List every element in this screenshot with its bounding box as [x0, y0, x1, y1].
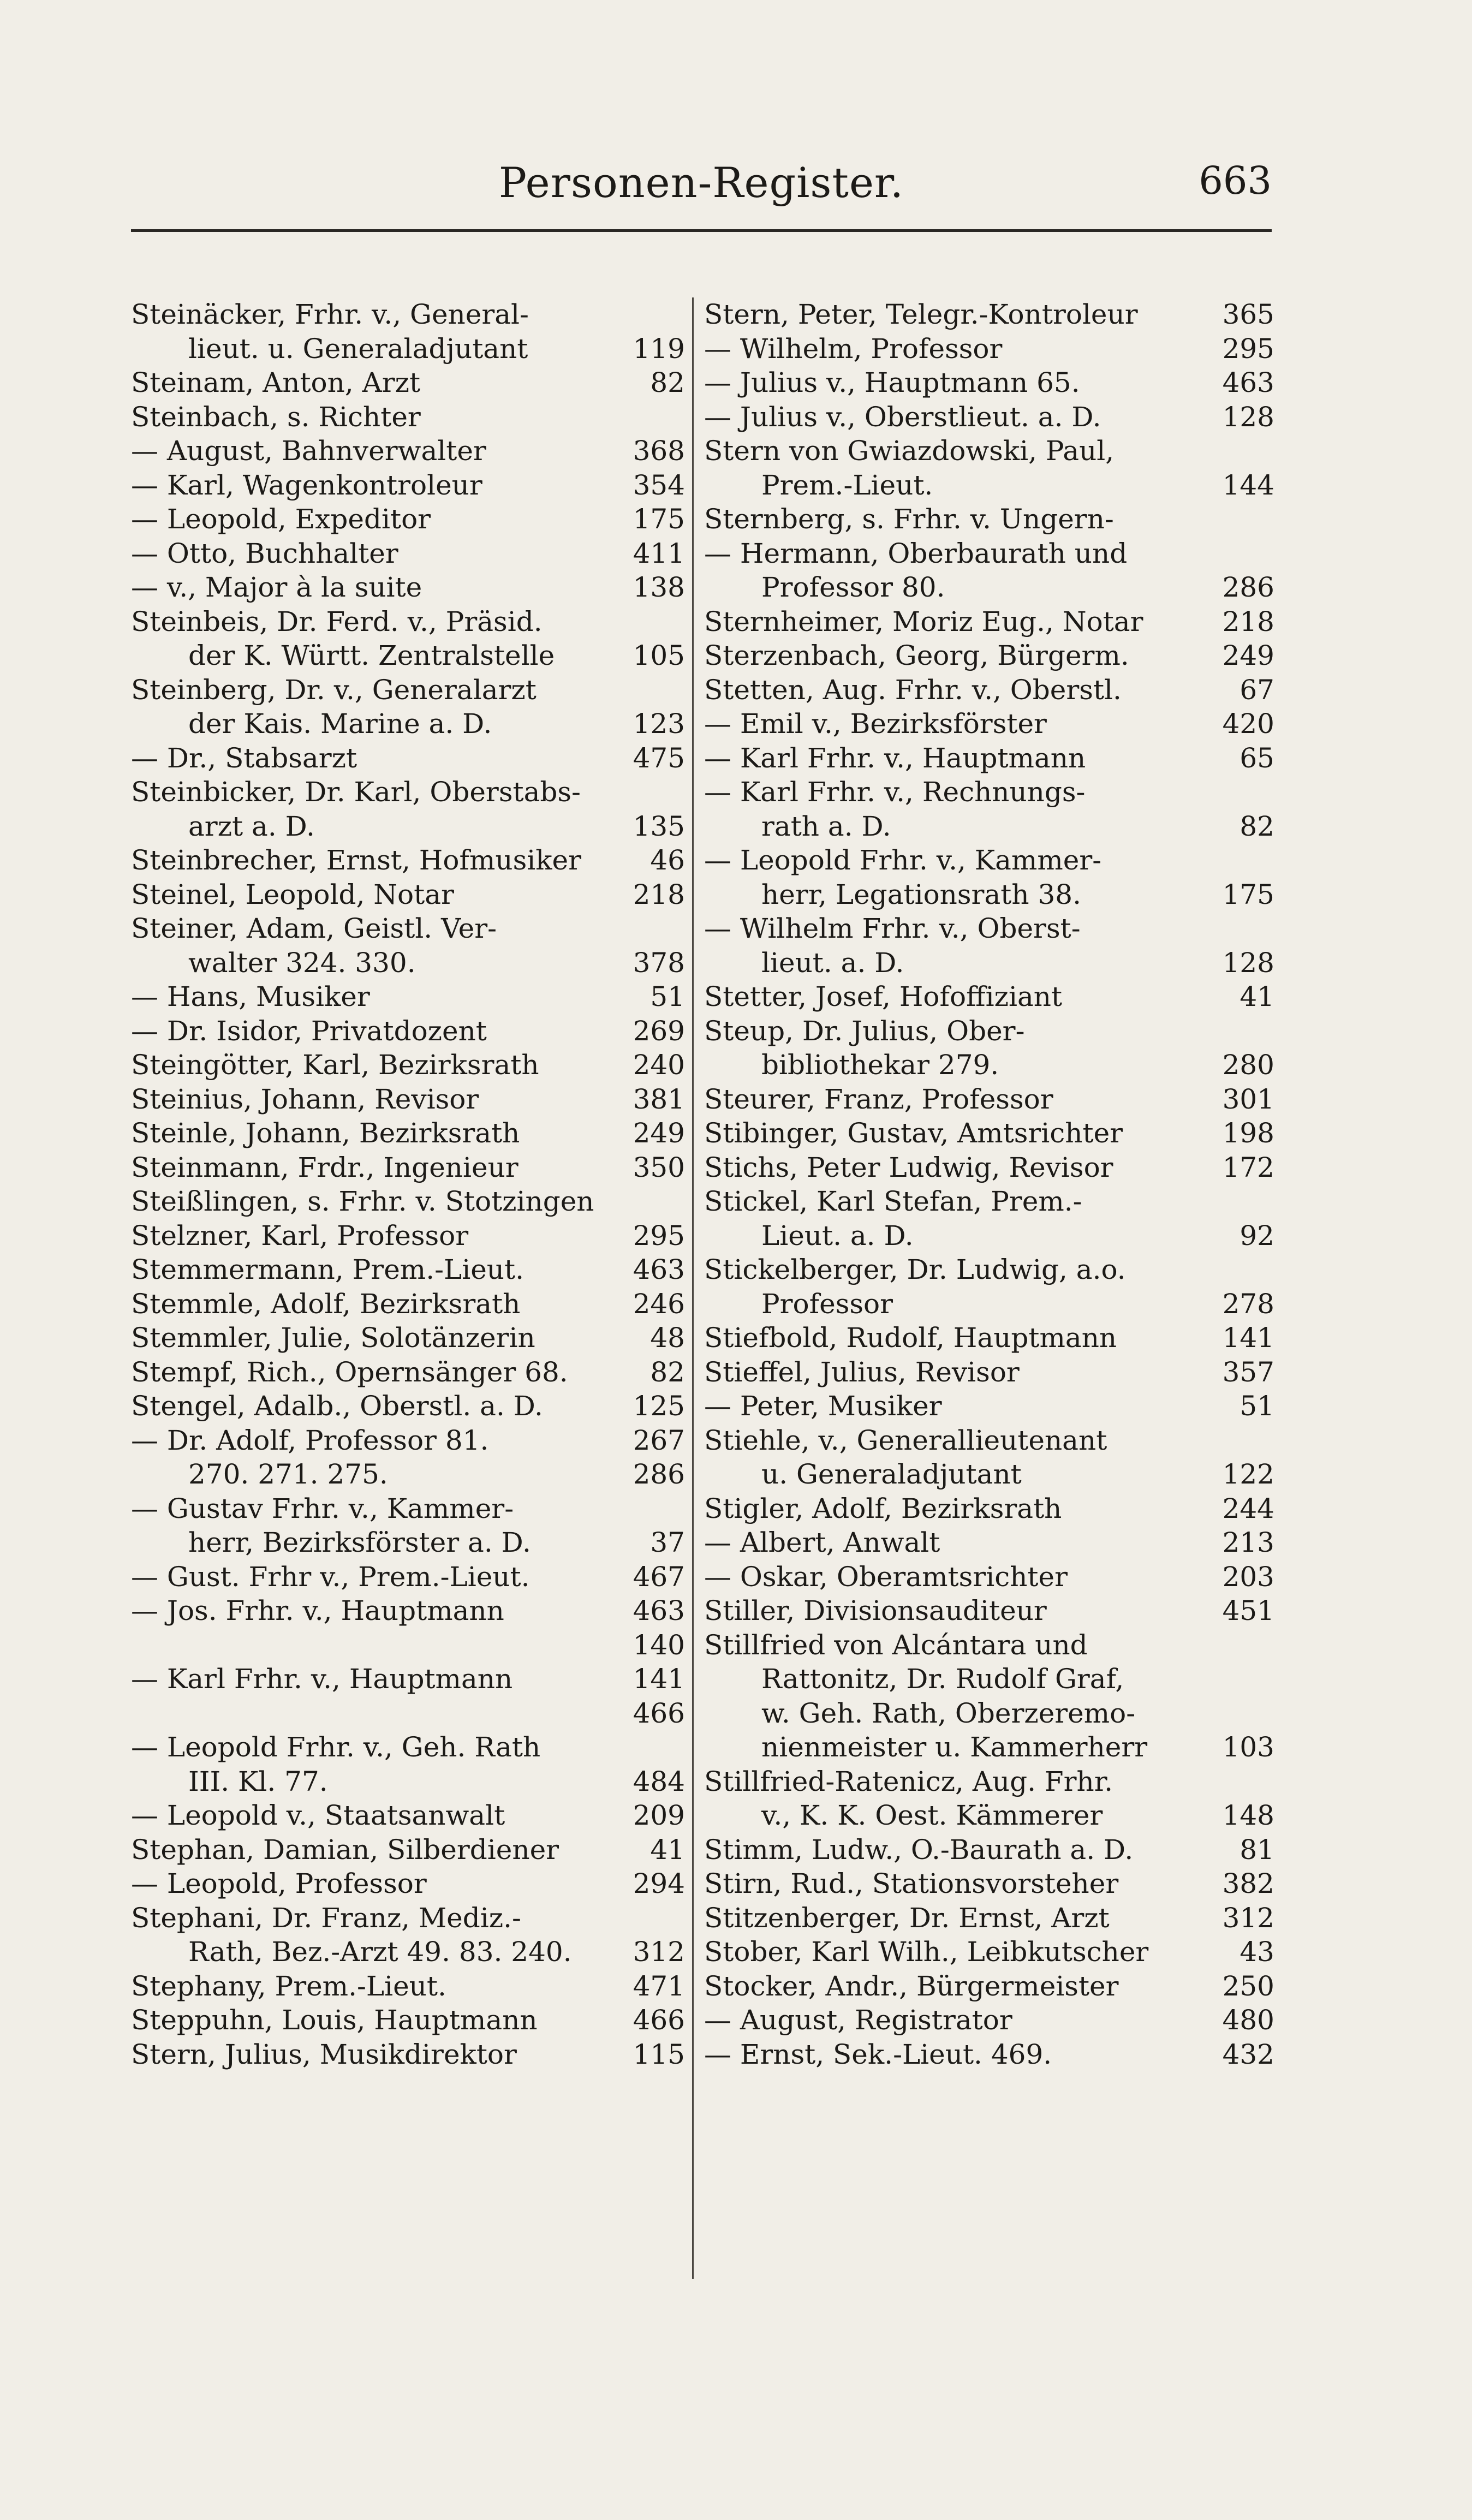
entry-page-ref: 250 [1222, 1970, 1274, 2002]
entry-page-ref: 451 [1222, 1595, 1274, 1627]
entry-page-ref: 48 [650, 1322, 685, 1354]
entry-page-ref: 141 [1222, 1322, 1274, 1354]
register-entry [704, 673, 1274, 707]
register-entry [704, 1253, 1274, 1287]
entry-page-ref: 286 [633, 1458, 685, 1490]
entry-text: v., K. K. Oest. Kämmerer [761, 1800, 1103, 1831]
entry-page-ref: 218 [1222, 605, 1274, 638]
entry-text: Stephani, Dr. Franz, Mediz.- [131, 1902, 521, 1934]
register-entry [131, 1151, 685, 1185]
entry-page-ref: 148 [1222, 1800, 1274, 1831]
entry-page-ref: 484 [633, 1765, 685, 1797]
entry-page-ref: 381 [633, 1083, 685, 1115]
register-entry [131, 1389, 685, 1423]
entry-text: — Gustav Frhr. v., Kammer- [131, 1492, 514, 1524]
entry-text: lieut. a. D. [761, 946, 904, 979]
entry-text: — Jos. Frhr. v., Hauptmann [131, 1595, 504, 1627]
register-entry [131, 502, 685, 537]
register-entry [131, 468, 685, 503]
entry-page-ref: 82 [1239, 810, 1274, 842]
register-entry [704, 1082, 1274, 1117]
entry-text: Sterzenbach, Georg, Bürgerm. [704, 640, 1129, 671]
register-entry [131, 809, 685, 844]
entry-page-ref: 378 [633, 946, 685, 979]
register-entry [704, 1116, 1274, 1151]
entry-text: Steiner, Adam, Geistl. Ver- [131, 913, 497, 944]
entry-text: Stitzenberger, Dr. Ernst, Arzt [704, 1902, 1110, 1934]
register-entry [131, 946, 685, 980]
register-entry [704, 1901, 1274, 1935]
entry-text: Steinam, Anton, Arzt [131, 367, 421, 398]
register-entry [704, 1833, 1274, 1867]
register-entry [131, 707, 685, 741]
register-entry [704, 1765, 1274, 1799]
entry-text: bibliothekar 279. [761, 1049, 999, 1081]
entry-text: Stigler, Adolf, Bezirksrath [704, 1492, 1062, 1524]
register-entry [704, 434, 1274, 468]
register-entry [131, 1662, 685, 1696]
register-entry [131, 400, 685, 434]
register-entry [704, 1219, 1274, 1253]
entry-page-ref: 65 [1239, 742, 1274, 774]
entry-text: Steinbicker, Dr. Karl, Oberstabs- [131, 776, 581, 808]
entry-text: Stempf, Rich., Opernsänger 68. [131, 1356, 568, 1388]
left-column [131, 297, 685, 2071]
register-entry [704, 1594, 1274, 1628]
entry-page-ref: 480 [1222, 2004, 1274, 2036]
register-entry [704, 1184, 1274, 1219]
entry-text: Sternberg, s. Frhr. v. Ungern- [704, 503, 1114, 535]
register-entry [131, 2038, 685, 2072]
register-entry [704, 1321, 1274, 1355]
register-entry [704, 843, 1274, 878]
entry-page-ref: 46 [650, 844, 685, 876]
entry-page-ref: 141 [633, 1663, 685, 1695]
entry-page-ref: 103 [1222, 1731, 1274, 1763]
header-rule [131, 229, 1272, 232]
register-entry [131, 1867, 685, 1901]
entry-text: III. Kl. 77. [188, 1765, 328, 1797]
entry-text: w. Geh. Rath, Oberzeremo- [761, 1697, 1136, 1729]
entry-text: lieut. u. Generaladjutant [188, 332, 528, 365]
register-entry [704, 980, 1274, 1014]
entry-page-ref: 119 [633, 332, 685, 365]
entry-text: Stengel, Adalb., Oberstl. a. D. [131, 1390, 543, 1422]
register-entry [131, 878, 685, 912]
entry-page-ref: 244 [1222, 1492, 1274, 1524]
entry-text: — Albert, Anwalt [704, 1527, 940, 1558]
register-entry [131, 1116, 685, 1151]
entry-text: Stickel, Karl Stefan, Prem.- [704, 1185, 1082, 1217]
entry-page-ref: 471 [633, 1970, 685, 2002]
entry-text: Stimm, Ludw., O.-Baurath a. D. [704, 1833, 1134, 1866]
entry-text: Stirn, Rud., Stationsvorsteher [704, 1868, 1119, 1899]
entry-text: nienmeister u. Kammerherr [761, 1731, 1148, 1763]
entry-text: Steinbrecher, Ernst, Hofmusiker [131, 844, 582, 876]
entry-text: Rattonitz, Dr. Rudolf Graf, [761, 1663, 1124, 1695]
register-entry [704, 1969, 1274, 2004]
register-entry [704, 878, 1274, 912]
entry-page-ref: 123 [633, 708, 685, 740]
entry-text: Steingötter, Karl, Bezirksrath [131, 1049, 539, 1081]
entry-page-ref: 312 [633, 1936, 685, 1968]
entry-text: — Dr. Adolf, Professor 81. [131, 1424, 489, 1456]
entry-text: Steinmann, Frdr., Ingenieur [131, 1151, 519, 1183]
entry-page-ref: 269 [633, 1015, 685, 1047]
entry-page-ref: 382 [1222, 1868, 1274, 1899]
register-entry [704, 1014, 1274, 1048]
page-title: Personen-Register. [498, 158, 904, 207]
entry-text: Stober, Karl Wilh., Leibkutscher [704, 1936, 1149, 1968]
entry-page-ref: 280 [1222, 1049, 1274, 1081]
register-entry [131, 1253, 685, 1287]
entry-page-ref: 125 [633, 1390, 685, 1422]
entry-text: Stern von Gwiazdowski, Paul, [704, 435, 1115, 467]
entry-text: — Leopold, Professor [131, 1868, 427, 1899]
entry-page-ref: 128 [1222, 946, 1274, 979]
register-entry [131, 1628, 685, 1663]
entry-page-ref: 105 [633, 640, 685, 671]
entry-page-ref: 203 [1222, 1560, 1274, 1593]
entry-page-ref: 172 [1222, 1151, 1274, 1183]
entry-text: Steup, Dr. Julius, Ober- [704, 1015, 1025, 1047]
entry-page-ref: 81 [1239, 1833, 1274, 1866]
entry-text: — Ernst, Sek.-Lieut. 469. [704, 2038, 1052, 2070]
entry-text: rath a. D. [761, 810, 891, 842]
register-entry [704, 1662, 1274, 1696]
register-entry [704, 1492, 1274, 1526]
entry-text: Stibinger, Gustav, Amtsrichter [704, 1117, 1123, 1149]
register-entry [704, 639, 1274, 673]
entry-page-ref: 278 [1222, 1288, 1274, 1320]
register-entry [704, 1696, 1274, 1731]
register-entry [131, 2003, 685, 2038]
entry-page-ref: 240 [633, 1049, 685, 1081]
entry-text: — Julius v., Oberstlieut. a. D. [704, 401, 1101, 433]
register-entry [704, 1560, 1274, 1594]
entry-text: Stieffel, Julius, Revisor [704, 1356, 1020, 1388]
entry-text: — Otto, Buchhalter [131, 537, 398, 569]
entry-page-ref: 213 [1222, 1527, 1274, 1558]
register-entry [131, 775, 685, 809]
entry-text: Steißlingen, s. Frhr. v. Stotzingen [131, 1185, 594, 1217]
entry-page-ref: 466 [633, 2004, 685, 2036]
entry-text: Steinius, Johann, Revisor [131, 1083, 479, 1115]
entry-text: — Leopold Frhr. v., Kammer- [704, 844, 1102, 876]
entry-text: — Dr. Isidor, Privatdozent [131, 1015, 487, 1047]
register-entry [704, 809, 1274, 844]
register-entry [131, 1901, 685, 1935]
entry-page-ref: 463 [1222, 367, 1274, 398]
entry-page-ref: 365 [1222, 299, 1274, 330]
register-entry [131, 1184, 685, 1219]
entry-text: — Peter, Musiker [704, 1390, 942, 1422]
entry-text: Professor [761, 1288, 893, 1320]
entry-text: herr, Bezirksförster a. D. [188, 1527, 531, 1558]
entry-text: Stillfried von Alcántara und [704, 1629, 1088, 1661]
entry-page-ref: 466 [633, 1697, 685, 1729]
entry-text: Stiller, Divisionsauditeur [704, 1595, 1047, 1627]
entry-text: — Dr., Stabsarzt [131, 742, 357, 774]
entry-page-ref: 51 [1239, 1390, 1274, 1422]
register-entry [704, 537, 1274, 571]
register-entry [704, 2038, 1274, 2072]
register-entry [131, 912, 685, 946]
entry-text: Steinle, Johann, Bezirksrath [131, 1117, 520, 1149]
register-entry [704, 1457, 1274, 1492]
register-entry [131, 1935, 685, 1969]
entry-text: Steppuhn, Louis, Hauptmann [131, 2004, 538, 2036]
register-entry [704, 332, 1274, 366]
entry-page-ref: 411 [633, 537, 685, 569]
entry-page-ref: 82 [650, 367, 685, 398]
register-entry [704, 912, 1274, 946]
entry-text: — Hans, Musiker [131, 981, 370, 1012]
entry-page-ref: 209 [633, 1800, 685, 1831]
entry-page-ref: 115 [633, 2038, 685, 2070]
entry-text: walter 324. 330. [188, 946, 416, 979]
entry-text: Stichs, Peter Ludwig, Revisor [704, 1151, 1113, 1183]
register-entry [704, 570, 1274, 605]
entry-text: — August, Registrator [704, 2004, 1012, 2036]
entry-page-ref: 475 [633, 742, 685, 774]
register-entry [131, 673, 685, 707]
register-entry [704, 1389, 1274, 1423]
entry-text: — Gust. Frhr v., Prem.-Lieut. [131, 1560, 530, 1593]
entry-page-ref: 354 [633, 469, 685, 501]
entry-text: — Karl Frhr. v., Hauptmann [704, 742, 1086, 774]
entry-page-ref: 357 [1222, 1356, 1274, 1388]
entry-text: Stern, Peter, Telegr.-Kontroleur [704, 299, 1138, 330]
register-entry [704, 1151, 1274, 1185]
register-entry [131, 1321, 685, 1355]
entry-page-ref: 51 [650, 981, 685, 1012]
register-entry [131, 1457, 685, 1492]
entry-text: Sternheimer, Moriz Eug., Notar [704, 605, 1143, 638]
register-entry [131, 1730, 685, 1765]
entry-text: Lieut. a. D. [761, 1219, 914, 1252]
entry-page-ref: 267 [633, 1424, 685, 1456]
entry-page-ref: 144 [1222, 469, 1274, 501]
entry-page-ref: 175 [633, 503, 685, 535]
entry-text: — v., Major à la suite [131, 571, 422, 603]
entry-text: — Karl Frhr. v., Rechnungs- [704, 776, 1086, 808]
entry-page-ref: 249 [1222, 640, 1274, 671]
entry-page-ref: 43 [1239, 1936, 1274, 1968]
entry-page-ref: 41 [650, 1833, 685, 1866]
entry-page-ref: 138 [633, 571, 685, 603]
register-entry [131, 980, 685, 1014]
entry-text: Stemmle, Adolf, Bezirksrath [131, 1288, 521, 1320]
register-entry [131, 639, 685, 673]
register-entry [131, 605, 685, 639]
entry-page-ref: 350 [633, 1151, 685, 1183]
register-entry [131, 1014, 685, 1048]
entry-text: — Leopold, Expeditor [131, 503, 431, 535]
entry-text: Stiehle, v., Generallieutenant [704, 1424, 1107, 1456]
register-entry [704, 1287, 1274, 1321]
register-entry [704, 2003, 1274, 2038]
register-entry [704, 1526, 1274, 1560]
entry-text: — Wilhelm, Professor [704, 332, 1003, 365]
entry-text: Professor 80. [761, 571, 945, 603]
entry-page-ref: 249 [633, 1117, 685, 1149]
register-entry [131, 537, 685, 571]
register-entry [131, 332, 685, 366]
entry-page-ref: 198 [1222, 1117, 1274, 1149]
entry-text: Rath, Bez.-Arzt 49. 83. 240. [188, 1936, 572, 1968]
register-entry [704, 775, 1274, 809]
entry-text: — Karl, Wagenkontroleur [131, 469, 482, 501]
entry-text: Stiefbold, Rudolf, Hauptmann [704, 1322, 1117, 1354]
entry-text: Stocker, Andr., Bürgermeister [704, 1970, 1119, 2002]
register-entry [704, 605, 1274, 639]
register-entry [131, 1287, 685, 1321]
entry-text: Steinäcker, Frhr. v., General- [131, 299, 529, 330]
page-header [131, 158, 1272, 224]
entry-text: — August, Bahnverwalter [131, 435, 486, 467]
entry-text: der K. Württ. Zentralstelle [188, 640, 555, 671]
register-entry [704, 1628, 1274, 1663]
entry-text: Stelzner, Karl, Professor [131, 1219, 469, 1252]
entry-page-ref: 37 [650, 1527, 685, 1558]
entry-text: — Leopold v., Staatsanwalt [131, 1800, 505, 1831]
register-entry [704, 400, 1274, 434]
entry-text: Stetten, Aug. Frhr. v., Oberstl. [704, 674, 1122, 706]
page-number: 663 [1199, 158, 1272, 203]
entry-page-ref: 218 [633, 878, 685, 910]
entry-page-ref: 41 [1239, 981, 1274, 1012]
entry-text: Steinbach, s. Richter [131, 401, 421, 433]
register-entry [131, 1492, 685, 1526]
entry-text: Stetter, Josef, Hofoffiziant [704, 981, 1063, 1012]
register-entry [131, 1798, 685, 1833]
register-entry [131, 1219, 685, 1253]
entry-page-ref: 312 [1222, 1902, 1274, 1934]
entry-text: u. Generaladjutant [761, 1458, 1022, 1490]
entry-text: Steinel, Leopold, Notar [131, 878, 454, 910]
entry-page-ref: 82 [650, 1356, 685, 1388]
register-entry [131, 570, 685, 605]
entry-text: 270. 271. 275. [188, 1458, 388, 1490]
register-entry [704, 1798, 1274, 1833]
entry-text: — Julius v., Hauptmann 65. [704, 367, 1080, 398]
entry-text: Stephany, Prem.-Lieut. [131, 1970, 446, 2002]
register-entry [131, 1594, 685, 1628]
entry-text: — Karl Frhr. v., Hauptmann [131, 1663, 513, 1695]
entry-text: Stemmler, Julie, Solotänzerin [131, 1322, 535, 1354]
entry-text: Stickelberger, Dr. Ludwig, a.o. [704, 1254, 1126, 1285]
entry-text: — Oskar, Oberamtsrichter [704, 1560, 1068, 1593]
entry-page-ref: 135 [633, 810, 685, 842]
entry-text: Prem.-Lieut. [761, 469, 933, 501]
entry-page-ref: 294 [633, 1868, 685, 1899]
entry-text: — Leopold Frhr. v., Geh. Rath [131, 1731, 541, 1763]
entry-text: Stephan, Damian, Silberdiener [131, 1833, 559, 1866]
entry-page-ref: 92 [1239, 1219, 1274, 1252]
entry-text: der Kais. Marine a. D. [188, 708, 492, 740]
right-column [704, 297, 1274, 2071]
entry-page-ref: 301 [1222, 1083, 1274, 1115]
entry-page-ref: 122 [1222, 1458, 1274, 1490]
register-entry [704, 1048, 1274, 1082]
register-entry [131, 1355, 685, 1390]
register-entry [704, 502, 1274, 537]
entry-text: herr, Legationsrath 38. [761, 878, 1081, 910]
entry-page-ref: 463 [633, 1595, 685, 1627]
register-entry [704, 707, 1274, 741]
entry-page-ref: 295 [1222, 332, 1274, 365]
entry-page-ref: 432 [1222, 2038, 1274, 2070]
register-entry [704, 741, 1274, 776]
register-entry [131, 1526, 685, 1560]
entry-page-ref: 467 [633, 1560, 685, 1593]
entry-page-ref: 175 [1222, 878, 1274, 910]
entry-text: — Wilhelm Frhr. v., Oberst- [704, 913, 1081, 944]
register-entry [704, 1935, 1274, 1969]
register-entry [131, 1765, 685, 1799]
register-entry [131, 1048, 685, 1082]
register-entry [131, 1833, 685, 1867]
register-entry [704, 1355, 1274, 1390]
register-entry [131, 741, 685, 776]
entry-text: arzt a. D. [188, 810, 315, 842]
register-entry [131, 1560, 685, 1594]
entry-page-ref: 295 [633, 1219, 685, 1252]
entry-page-ref: 368 [633, 435, 685, 467]
register-entry [131, 1423, 685, 1458]
register-entry [131, 1696, 685, 1731]
entry-page-ref: 463 [633, 1254, 685, 1285]
register-entry [131, 297, 685, 332]
entry-text: Steinberg, Dr. v., Generalarzt [131, 674, 537, 706]
entry-text: Stillfried-Ratenicz, Aug. Frhr. [704, 1765, 1113, 1797]
register-entry [131, 434, 685, 468]
register-entry [704, 1423, 1274, 1458]
entry-text: Steurer, Franz, Professor [704, 1083, 1053, 1115]
column-divider [692, 297, 694, 2279]
entry-text: — Hermann, Oberbaurath und [704, 537, 1128, 569]
entry-page-ref: 128 [1222, 401, 1274, 433]
register-entry [704, 366, 1274, 400]
entry-page-ref: 140 [633, 1629, 685, 1661]
entry-text: Steinbeis, Dr. Ferd. v., Präsid. [131, 605, 543, 638]
register-entry [131, 843, 685, 878]
register-entry [704, 1730, 1274, 1765]
register-entry [704, 1867, 1274, 1901]
entry-text: Stern, Julius, Musikdirektor [131, 2038, 517, 2070]
entry-page-ref: 67 [1239, 674, 1274, 706]
entry-page-ref: 286 [1222, 571, 1274, 603]
entry-page-ref: 420 [1222, 708, 1274, 740]
register-entry [131, 1082, 685, 1117]
register-entry [704, 468, 1274, 503]
register-entry [704, 946, 1274, 980]
register-entry [131, 1969, 685, 2004]
entry-text: — Emil v., Bezirksförster [704, 708, 1047, 740]
register-entry [704, 297, 1274, 332]
register-entry [131, 366, 685, 400]
entry-text: Stemmermann, Prem.-Lieut. [131, 1254, 524, 1285]
entry-page-ref: 246 [633, 1288, 685, 1320]
